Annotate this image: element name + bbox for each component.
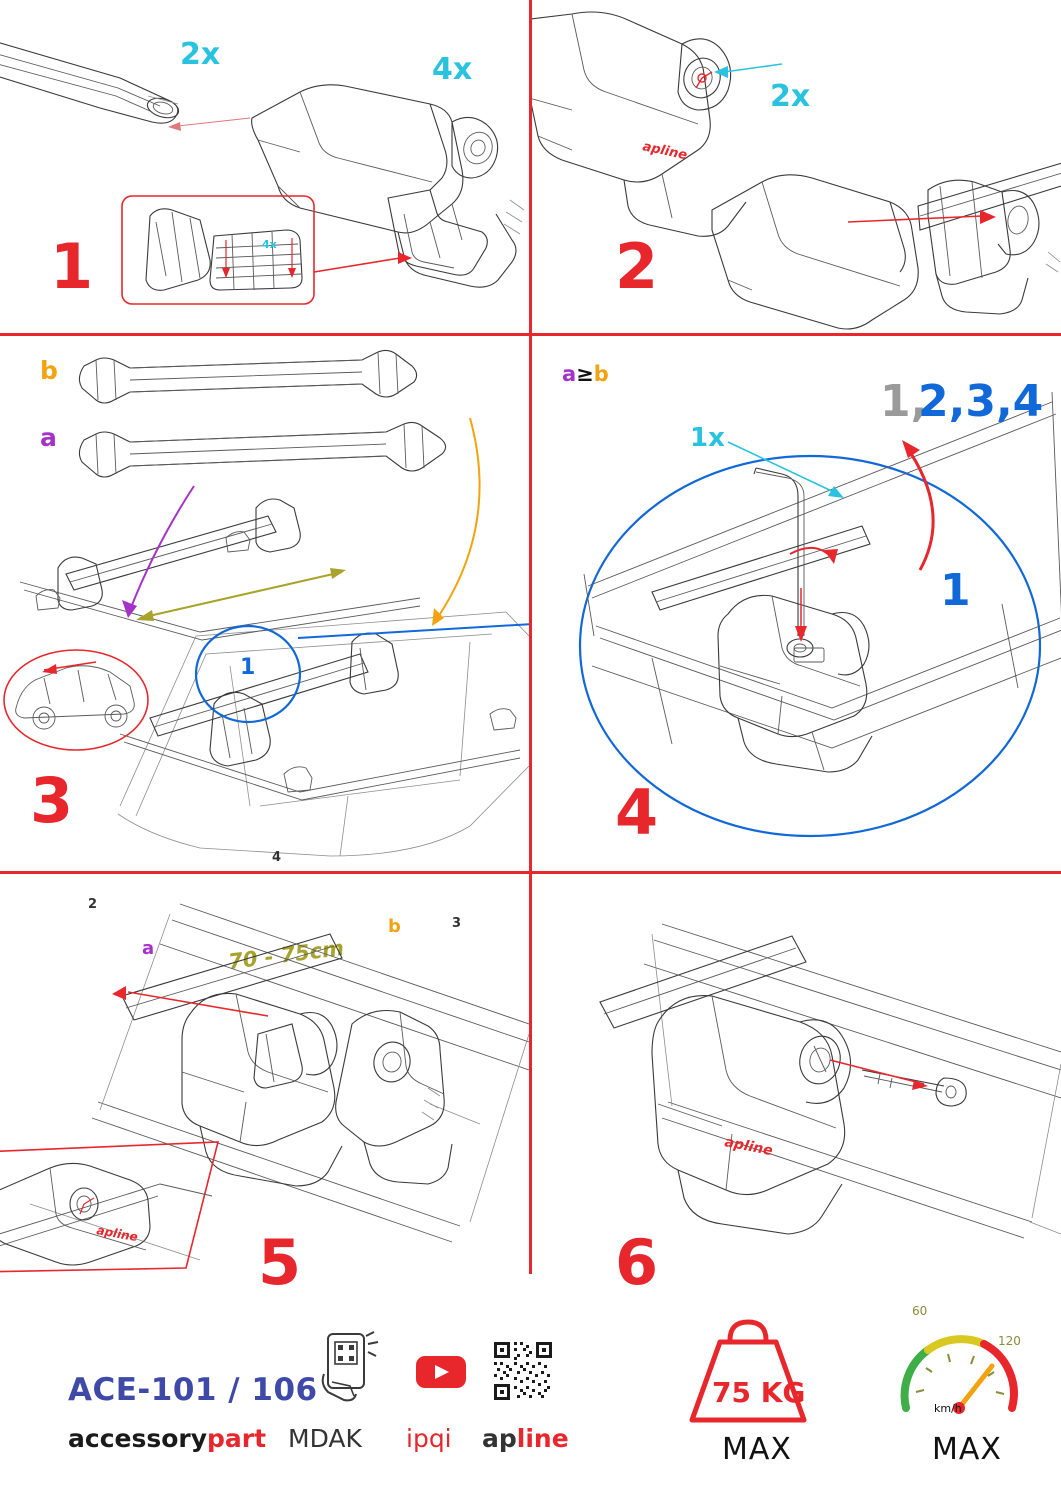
step-number-5: 5 xyxy=(258,1226,301,1299)
svg-text:apline: apline xyxy=(95,1223,139,1245)
qr-code-icon xyxy=(492,1340,554,1402)
panel-5-illustration xyxy=(0,874,529,1274)
ab-relation-note: a≥b xyxy=(562,362,609,386)
speed-tick-low: 60 xyxy=(912,1304,928,1318)
position-marker-3: 3 xyxy=(452,916,462,931)
quantity-1x-tool: 1x xyxy=(690,423,725,453)
arrow-label-a: a xyxy=(142,938,155,959)
arrow-label-b: b xyxy=(388,916,401,937)
quantity-2x-bar: 2x xyxy=(180,37,221,72)
max-speed-icon xyxy=(888,1312,1038,1432)
panel-2-illustration xyxy=(532,0,1061,333)
brand-ipqi: ipqi xyxy=(406,1424,452,1453)
position-marker-2: 2 xyxy=(88,897,98,912)
max-load-value: 75 KG xyxy=(712,1376,806,1409)
quantity-2x-lock: 2x xyxy=(770,79,811,114)
dimension-label: 70 - 75cm xyxy=(226,936,346,974)
position-marker-4: 4 xyxy=(272,850,282,865)
brand-accessorypart: accessorypart xyxy=(68,1424,267,1453)
model-code: ACE-101 / 106 xyxy=(68,1372,318,1408)
qr-scan-phone-icon xyxy=(318,1330,388,1410)
bar-label-a: a xyxy=(40,423,57,452)
speed-unit-label: km/h xyxy=(934,1402,962,1415)
step-number-3: 3 xyxy=(30,764,73,837)
panel-3-illustration xyxy=(0,336,529,871)
max-speed-label: MAX xyxy=(932,1432,1002,1467)
max-load-label: MAX xyxy=(722,1432,792,1467)
svg-text:apline: apline xyxy=(641,139,689,164)
step-number-6: 6 xyxy=(615,1226,658,1299)
bar-label-b: b xyxy=(40,356,58,385)
svg-text:apline: apline xyxy=(723,1134,774,1160)
quantity-4x-foot: 4x xyxy=(432,52,473,87)
speed-tick-high: 120 xyxy=(998,1334,1021,1348)
svg-text:4x: 4x xyxy=(262,238,277,251)
brand-apline: apline xyxy=(482,1424,569,1453)
brand-mdak: MDAK xyxy=(288,1424,362,1453)
step-number-4: 4 xyxy=(615,776,658,849)
sequence-first: 1, xyxy=(880,376,928,427)
position-marker-1: 1 xyxy=(240,655,256,680)
step-number-2: 2 xyxy=(615,230,658,303)
max-load-icon xyxy=(686,1314,826,1426)
youtube-icon[interactable] xyxy=(414,1352,470,1392)
sequence-rest: 2,3,4 xyxy=(918,376,1044,427)
detail-step-number: 1 xyxy=(940,565,971,616)
step-number-1: 1 xyxy=(50,230,93,303)
panel-6-illustration xyxy=(532,874,1061,1274)
